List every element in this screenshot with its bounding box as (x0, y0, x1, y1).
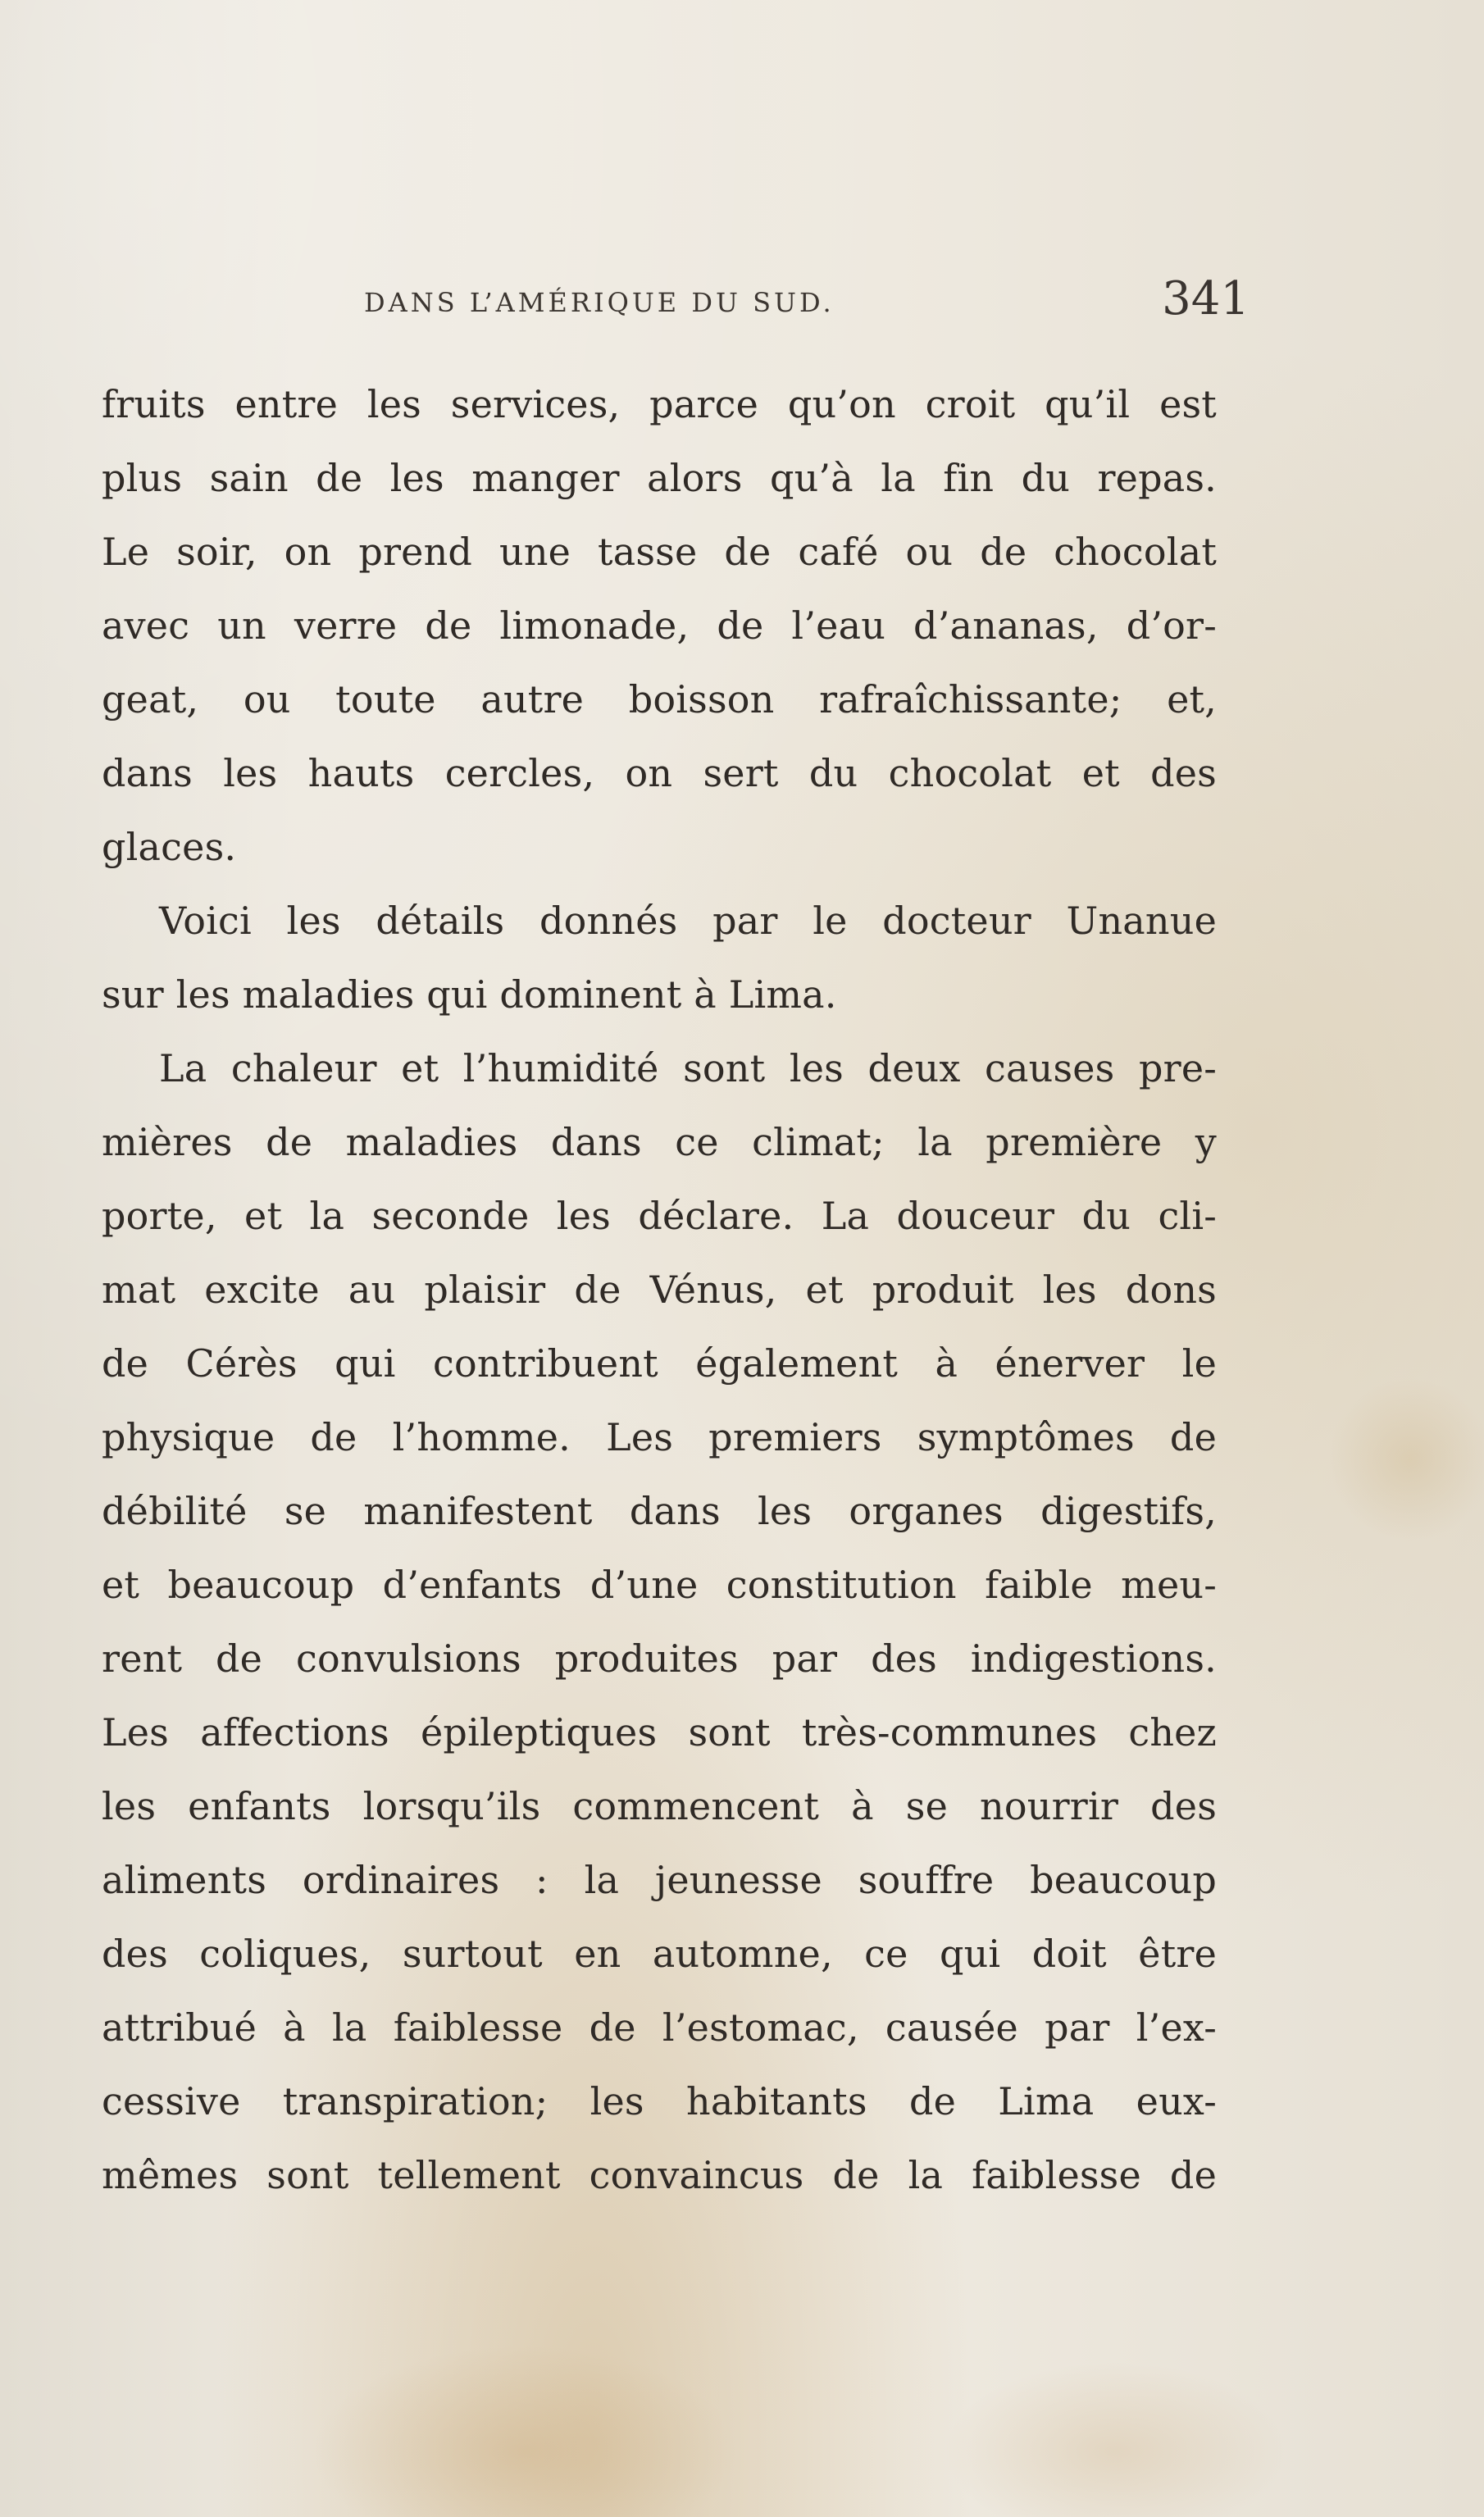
text-line: des coliques, surtout en automne, ce qui doit être (102, 1932, 1217, 1976)
paragraph-first-line: La chaleur et l’humidité sont les deux causes pre- (159, 1046, 1217, 1090)
text-line: physique de l’homme. Les premiers symptômes de (102, 1415, 1217, 1459)
paper-stain (943, 2361, 1287, 2517)
text-line: geat, ou toute autre boisson rafraîchissante; et, (102, 677, 1217, 721)
text-line: porte, et la seconde les déclare. La douceur du cli- (102, 1194, 1217, 1238)
text-line: cessive transpiration; les habitants de Lima eux- (102, 2079, 1217, 2123)
text-line: avec un verre de limonade, de l’eau d’ananas, d’or- (102, 603, 1217, 648)
text-line: de Cérès qui contribuent également à énerver le (102, 1341, 1217, 1386)
running-head: DANS L’AMÉRIQUE DU SUD. (364, 287, 835, 318)
text-line: et beaucoup d’enfants d’une constitution faible meu- (102, 1563, 1217, 1607)
text-line: sur les maladies qui dominent à Lima. (102, 972, 837, 1017)
body-text (102, 367, 1217, 2212)
text-line: mières de maladies dans ce climat; la première y (102, 1120, 1217, 1164)
text-line: aliments ordinaires : la jeunesse souffre beaucoup (102, 1858, 1217, 1902)
text-line: glaces. (102, 825, 237, 869)
text-line: mat excite au plaisir de Vénus, et produit les dons (102, 1268, 1217, 1312)
paper-stain (1328, 1377, 1484, 1541)
text-line: fruits entre les services, parce qu’on croit qu’il est (102, 382, 1217, 426)
text-line: dans les hauts cercles, on sert du chocolat et des (102, 751, 1217, 795)
paragraph-first-line: Voici les détails donnés par le docteur Unanue (159, 899, 1217, 943)
page-number: 341 (1162, 272, 1250, 325)
text-line: rent de convulsions produites par des indigestions. (102, 1636, 1217, 1681)
text-line: les enfants lorsqu’ils commencent à se nourrir des (102, 1784, 1217, 1828)
text-line: Les affections épileptiques sont très-communes chez (102, 1710, 1217, 1755)
text-line: Le soir, on prend une tasse de café ou de chocolat (102, 530, 1217, 574)
text-line: attribué à la faiblesse de l’estomac, causée par l’ex- (102, 2005, 1217, 2050)
text-line: mêmes sont tellement convaincus de la faiblesse de (102, 2153, 1217, 2197)
paper-stain (312, 2345, 738, 2517)
text-line: plus sain de les manger alors qu’à la fin du repas. (102, 456, 1217, 500)
page-header (364, 272, 1250, 343)
text-line: débilité se manifestent dans les organes digestifs, (102, 1489, 1217, 1533)
